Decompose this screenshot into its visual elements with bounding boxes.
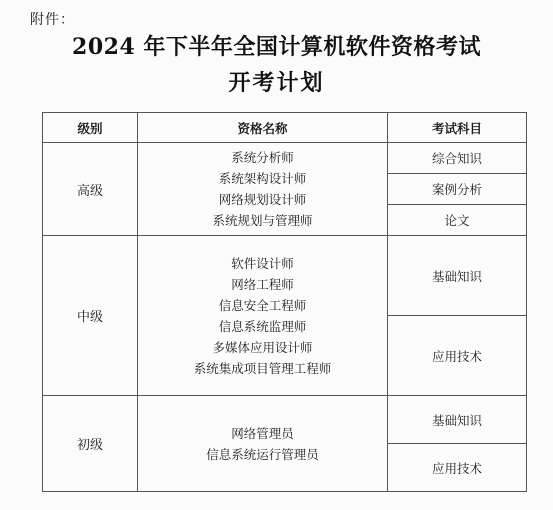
- qualification-name: 网络工程师: [231, 276, 294, 292]
- subject-cell: 应用技术: [388, 444, 527, 492]
- qualification-name: 系统架构设计师: [218, 171, 307, 186]
- qualification-name: 信息系统运行管理员: [206, 446, 319, 462]
- column-header-qualification: 资格名称: [138, 113, 388, 143]
- qualification-cell-senior: [138, 143, 388, 236]
- subject-cell: 论文: [388, 205, 527, 236]
- subject-cell: 基础知识: [388, 236, 527, 316]
- qualification-name: 信息系统监理师: [218, 318, 307, 334]
- table-row: [43, 143, 527, 174]
- qualification-name: 系统规划与管理师: [212, 213, 313, 228]
- level-cell-junior: 初级: [43, 396, 138, 492]
- qualification-name: 信息安全工程师: [218, 297, 307, 313]
- table-row: [43, 236, 527, 316]
- qualification-name: 系统集成项目管理工程师: [193, 360, 332, 376]
- column-header-subject: 考试科目: [388, 113, 527, 143]
- subject-cell: 应用技术: [388, 316, 527, 396]
- exam-plan-table: [42, 112, 527, 492]
- subject-cell: 综合知识: [388, 143, 527, 174]
- column-header-level: 级别: [43, 113, 138, 143]
- table-header-row: [43, 113, 527, 143]
- qualification-name: 网络管理员: [231, 425, 294, 441]
- qualification-name: 网络规划设计师: [218, 192, 307, 207]
- qualification-cell-junior: [138, 396, 388, 492]
- qualification-name: 多媒体应用设计师: [212, 339, 313, 355]
- attachment-label: 附件：: [30, 12, 75, 28]
- level-cell-senior: 高级: [43, 143, 138, 236]
- table-row: [43, 396, 527, 444]
- qualification-name: 软件设计师: [231, 255, 294, 271]
- qualification-cell-intermediate: [138, 236, 388, 396]
- level-cell-intermediate: 中级: [43, 236, 138, 396]
- subject-cell: 案例分析: [388, 174, 527, 205]
- document-subtitle: 开考计划: [228, 70, 325, 96]
- document-title: 2024 年下半年全国计算机软件资格考试: [72, 34, 481, 60]
- subject-cell: 基础知识: [388, 396, 527, 444]
- qualification-name: 系统分析师: [231, 150, 294, 165]
